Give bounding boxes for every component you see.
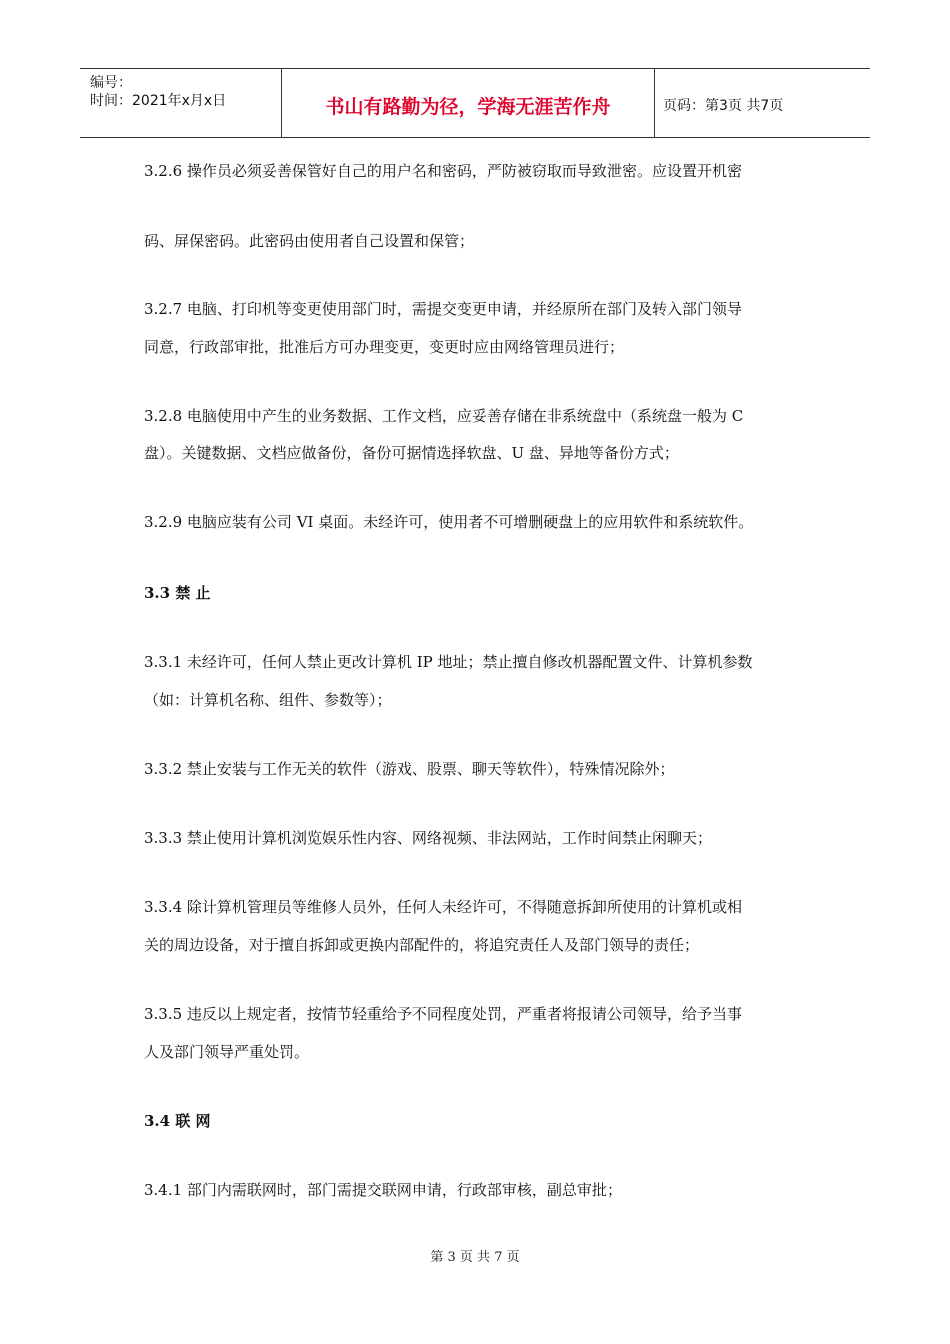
page-footer: 第 3 页 共 7 页 (430, 1250, 520, 1265)
paragraph-3-3-2: 3.3.2 禁止安装与工作无关的软件（游戏、股票、聊天等软件），特殊情况除外； (144, 760, 675, 778)
paragraph-3-2-6-line-2: 码、屏保密码。此密码由使用者自己设置和保管； (144, 232, 475, 250)
document-time-label: 时间：2021年x月x日 (90, 93, 227, 109)
header-motto: 书山有路勤为径，学海无涯苦作舟 (325, 96, 611, 118)
paragraph-3-2-8-line-2: 盘）。关键数据、文档应做备份，备份可据情选择软盘、U 盘、异地等备份方式； (144, 444, 679, 462)
paragraph-3-3-4-line-1: 3.3.4 除计算机管理员等维修人员外，任何人未经许可，不得随意拆卸所使用的计算机或相 (144, 898, 742, 916)
paragraph-3-4-1: 3.4.1 部门内需联网时，部门需提交联网申请，行政部审核，副总审批； (144, 1181, 622, 1199)
paragraph-3-2-7-line-1: 3.2.7 电脑、打印机等变更使用部门时，需提交变更申请，并经原所在部门及转入部门领导 (144, 300, 742, 318)
section-heading-3-4: 3.4 联 网 (144, 1112, 211, 1130)
header-page-info: 页码：第3页 共7页 (663, 98, 784, 114)
header-left-cell (80, 69, 282, 137)
paragraph-3-3-1-line-2: （如：计算机名称、组件、参数等）； (144, 691, 392, 709)
paragraph-3-2-6-line-1: 3.2.6 操作员必须妥善保管好自己的用户名和密码，严防被窃取而导致泄密。应设置开机密 (144, 162, 742, 180)
section-heading-3-3: 3.3 禁 止 (144, 584, 211, 602)
header-motto-cell (282, 69, 655, 137)
paragraph-3-3-1-line-1: 3.3.1 未经许可，任何人禁止更改计算机 IP 地址；禁止擅自修改机器配置文件、计算机参数 (144, 653, 753, 671)
paragraph-3-3-3: 3.3.3 禁止使用计算机浏览娱乐性内容、网络视频、非法网站，工作时间禁止闲聊天； (144, 829, 712, 847)
paragraph-3-3-5-line-1: 3.3.5 违反以上规定者，按情节轻重给予不同程度处罚，严重者将报请公司领导，给予当事 (144, 1005, 742, 1023)
paragraph-3-2-9: 3.2.9 电脑应装有公司 VI 桌面。未经许可，使用者不可增删硬盘上的应用软件和系统软件。 (144, 513, 754, 531)
header-page-cell (655, 69, 870, 137)
paragraph-3-3-4-line-2: 关的周边设备，对于擅自拆卸或更换内部配件的，将追究责任人及部门领导的责任； (144, 936, 700, 954)
paragraph-3-2-7-line-2: 同意，行政部审批，批准后方可办理变更，变更时应由网络管理员进行； (144, 338, 625, 356)
document-number-label: 编号： (90, 75, 132, 91)
document-header (80, 68, 870, 138)
paragraph-3-2-8-line-1: 3.2.8 电脑使用中产生的业务数据、工作文档，应妥善存储在非系统盘中（系统盘一般为 C (144, 407, 744, 425)
paragraph-3-3-5-line-2: 人及部门领导严重处罚。 (144, 1043, 310, 1061)
